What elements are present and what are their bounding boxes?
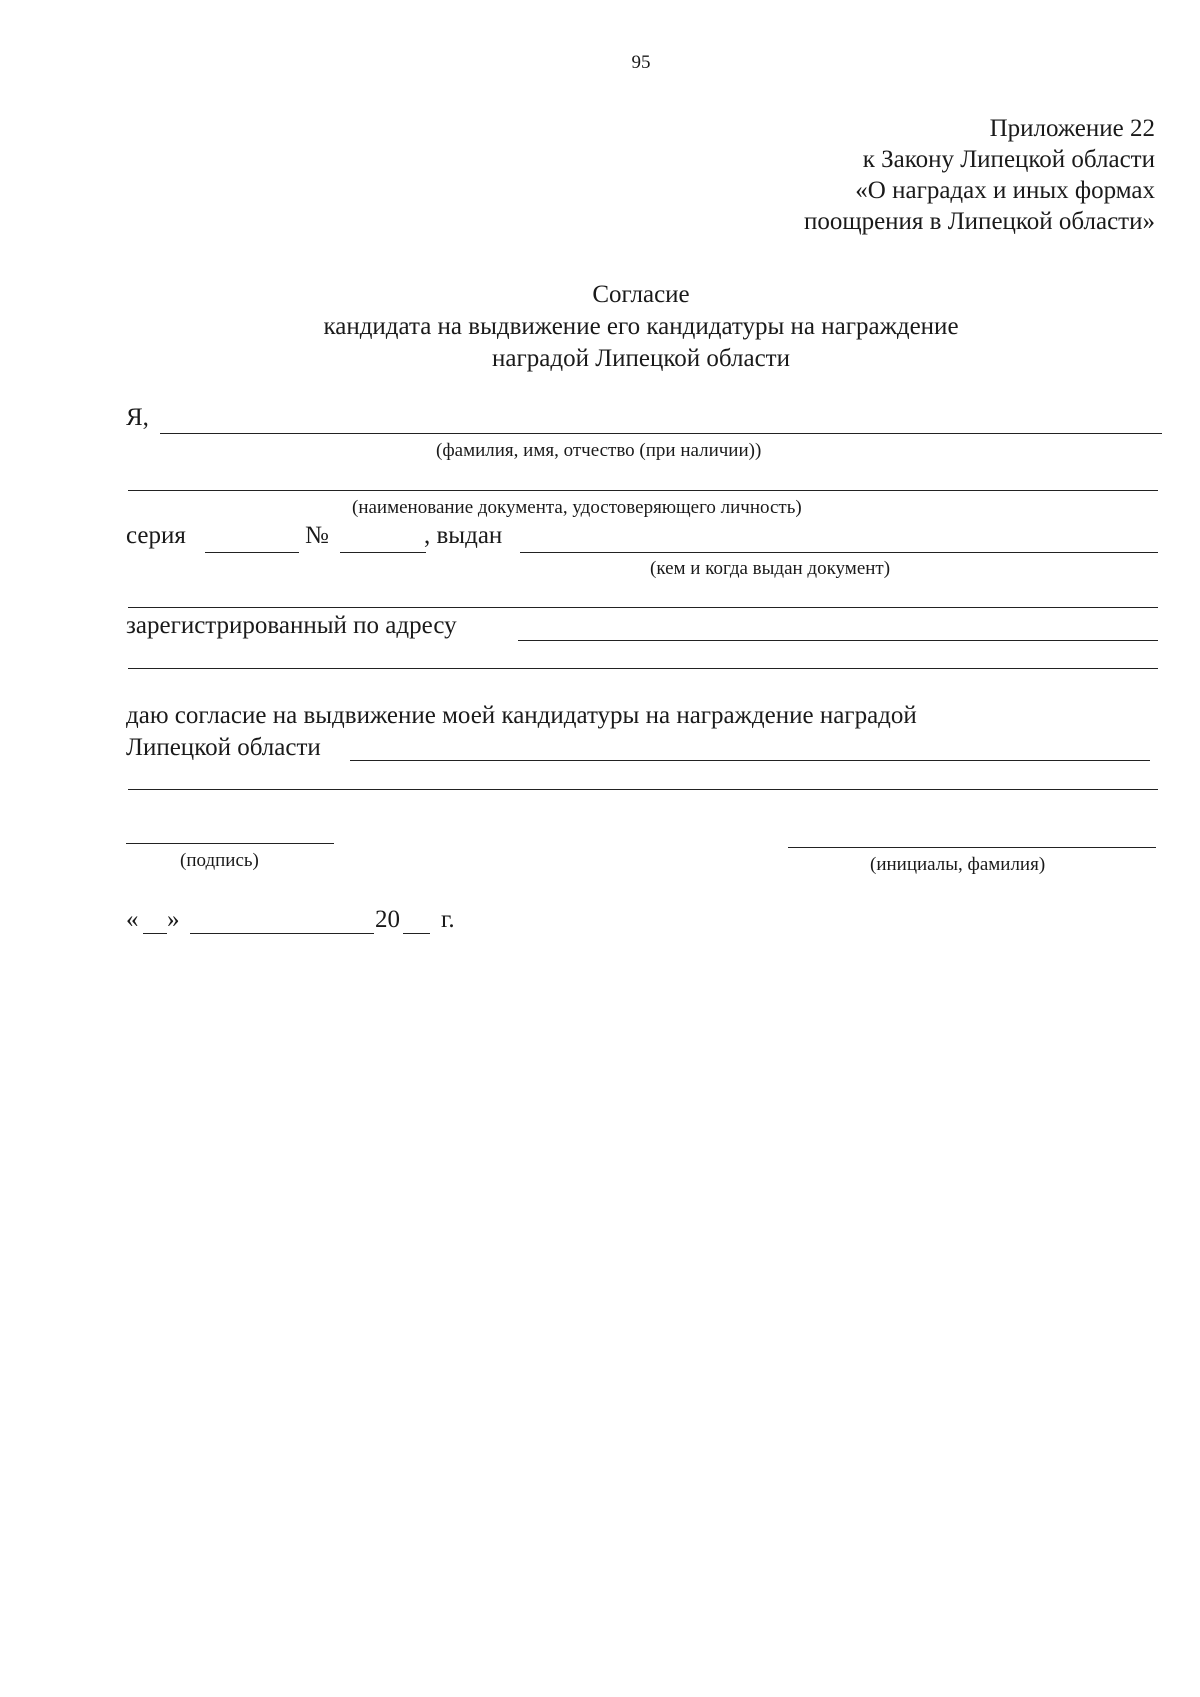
appendix-line-3: «О наградах и иных формах xyxy=(855,177,1155,204)
appendix-line-4: поощрения в Липецкой области» xyxy=(803,208,1155,235)
document-name-field-line[interactable] xyxy=(128,490,1158,491)
ya-label: Я, xyxy=(126,404,149,431)
date-quote-close: » xyxy=(167,906,180,933)
signature-field-line[interactable] xyxy=(126,843,334,844)
consent-text-line-1: даю согласие на выдвижение моей кандидатуры на награждение наградой xyxy=(126,702,917,729)
initials-field-line[interactable] xyxy=(788,847,1156,848)
initials-hint: (инициалы, фамилия) xyxy=(870,854,1046,875)
date-year-field-line[interactable] xyxy=(403,933,430,934)
page-number: 95 xyxy=(631,52,651,73)
seria-label: серия xyxy=(126,522,186,549)
date-month-field-line[interactable] xyxy=(190,933,374,934)
title-subtitle-1: кандидата на выдвижение его кандидатуры на награждение xyxy=(323,313,959,340)
appendix-line-2: к Закону Липецкой области xyxy=(862,146,1155,173)
document-title xyxy=(0,279,1200,375)
consent-text-line-2: Липецкой области xyxy=(126,734,321,761)
address-field-line[interactable] xyxy=(518,640,1158,641)
appendix-header xyxy=(804,113,1155,237)
issued-by-hint: (кем и когда выдан документ) xyxy=(650,558,891,579)
date-day-field-line[interactable] xyxy=(143,933,167,934)
signature-hint: (подпись) xyxy=(180,850,259,871)
title-subtitle-2: наградой Липецкой области xyxy=(492,345,790,372)
fio-field-line[interactable] xyxy=(160,433,1162,434)
award-name-field-line[interactable] xyxy=(350,760,1150,761)
seria-field-line[interactable] xyxy=(205,552,299,553)
vydan-label: , выдан xyxy=(424,522,503,549)
title-heading: Согласие xyxy=(592,281,690,308)
date-year-suffix: г. xyxy=(441,906,455,933)
issued-by-field-line[interactable] xyxy=(520,552,1158,553)
registered-label: зарегистрированный по адресу xyxy=(126,612,457,639)
issued-by-continuation-line[interactable] xyxy=(128,607,1158,608)
date-quote-open: « xyxy=(126,906,139,933)
date-year-prefix: 20 xyxy=(375,906,400,933)
number-sign-label: № xyxy=(305,522,329,549)
number-field-line[interactable] xyxy=(340,552,426,553)
appendix-line-1: Приложение 22 xyxy=(989,115,1155,142)
address-continuation-line[interactable] xyxy=(128,668,1158,669)
fio-hint: (фамилия, имя, отчество (при наличии)) xyxy=(436,440,762,461)
award-name-continuation-line[interactable] xyxy=(128,789,1158,790)
document-name-hint: (наименование документа, удостоверяющего личность) xyxy=(352,497,802,518)
